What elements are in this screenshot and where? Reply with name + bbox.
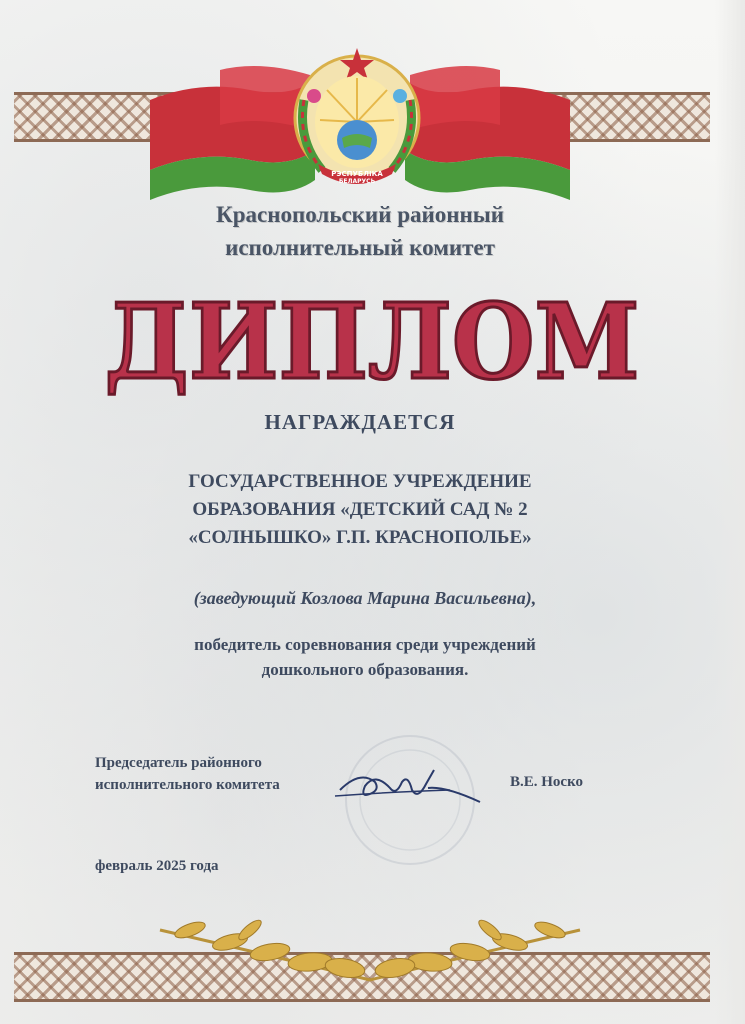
head-person: (заведующий Козлова Марина Васильевна),	[193, 588, 537, 608]
belarus-emblem-icon	[282, 40, 432, 190]
issuer-line-1: Краснопольский районный	[216, 202, 504, 227]
recipient-line-1: ГОСУДАРСТВЕННОЕ УЧРЕЖДЕНИЕ	[188, 471, 532, 492]
signer-title-line-1: Председатель районного	[95, 755, 262, 771]
svg-text:РЭСПУБЛІКА: РЭСПУБЛІКА	[331, 170, 383, 178]
issuer-name	[100, 198, 620, 264]
issue-date: февраль 2025 года	[95, 858, 219, 874]
diploma-title-text: ДИПЛОМ	[104, 280, 640, 398]
reason-line-2: дошкольного образования.	[261, 660, 469, 679]
diploma-title	[100, 278, 645, 398]
laurel-branch-icon	[150, 910, 590, 990]
recipient-line-3: «СОЛНЫШКО» Г.П. КРАСНОПОЛЬЕ»	[188, 527, 532, 548]
recipient-organization	[95, 468, 625, 552]
svg-text:БЕЛАРУСЬ: БЕЛАРУСЬ	[338, 178, 376, 185]
signer-name: В.Е. Носко	[510, 774, 584, 790]
awarded-label: НАГРАЖДАЕТСЯ	[264, 410, 456, 434]
award-reason	[95, 632, 635, 682]
signer-title-line-2: исполнительного комитета	[95, 777, 280, 793]
signature	[330, 760, 490, 810]
reason-line-1: победитель соревнования среди учреждений	[194, 635, 536, 654]
paper-edge	[715, 0, 745, 1024]
issuer-line-2: исполнительный комитет	[225, 235, 495, 260]
recipient-line-2: ОБРАЗОВАНИЯ «ДЕТСКИЙ САД № 2	[192, 499, 528, 520]
